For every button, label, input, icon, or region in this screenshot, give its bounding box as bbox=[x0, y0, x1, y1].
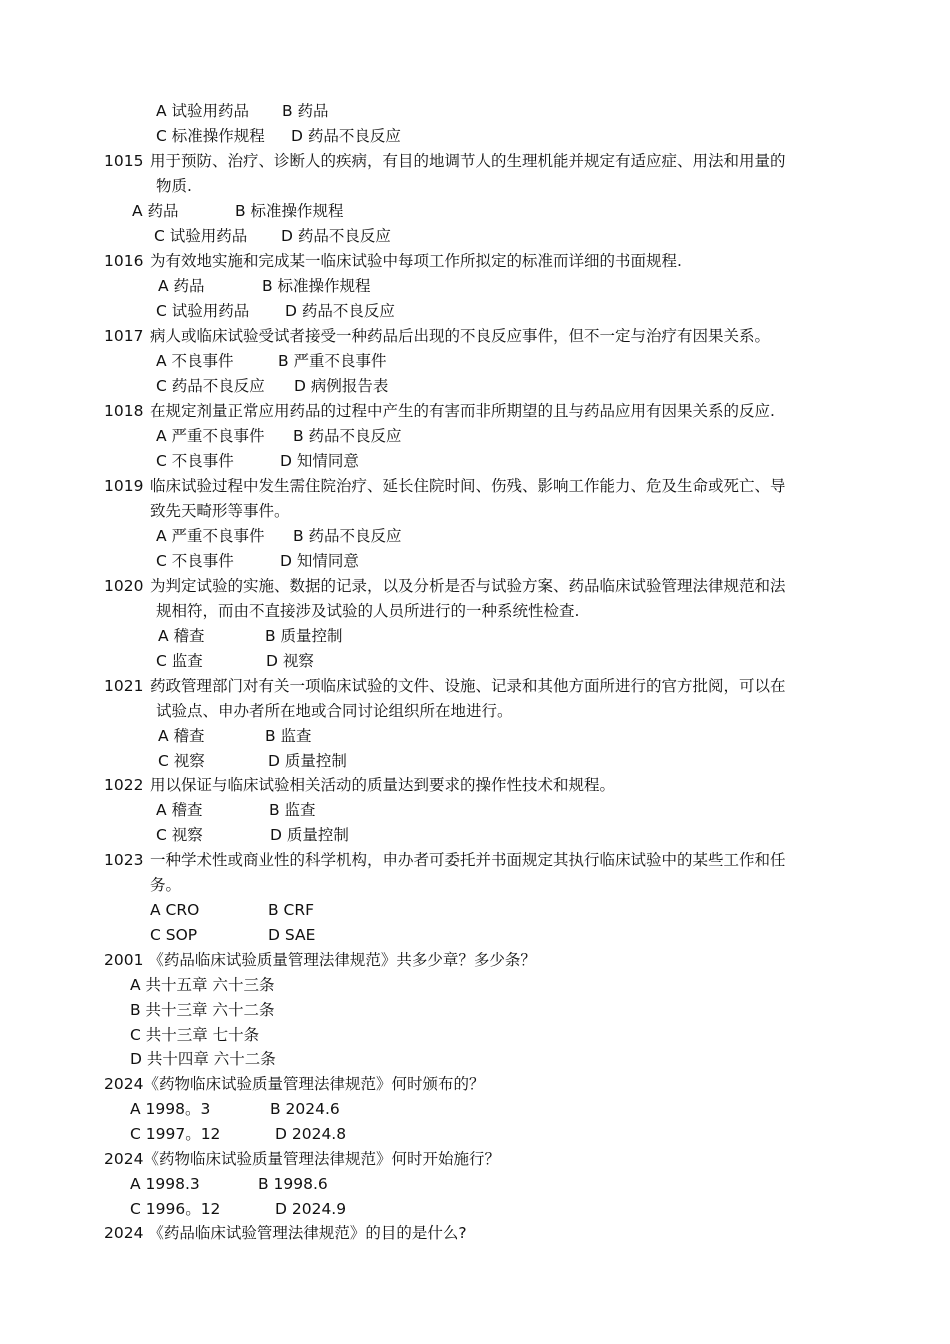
question-number: 1022 bbox=[104, 776, 144, 794]
option-line: A 1998。3 B 2024.6 bbox=[130, 1100, 340, 1118]
question-text: 药政管理部门对有关一项临床试验的文件、设施、记录和其他方面所进行的官方批阅，可以在 bbox=[150, 677, 786, 695]
option-line: A 试验用药品 B 药品 bbox=[156, 102, 329, 120]
option-line: C 监查 D 视察 bbox=[156, 652, 314, 670]
option-line: A 药品 B 标准操作规程 bbox=[158, 277, 371, 295]
option-line: A 稽查 B 监查 bbox=[156, 801, 316, 819]
question-number: 1018 bbox=[104, 402, 144, 420]
option-line: C 试验用药品 D 药品不良反应 bbox=[154, 227, 391, 245]
question-full-line: 2024《药物临床试验质量管理法律规范》何时颁布的？ bbox=[104, 1075, 485, 1093]
option-line: A 稽查 B 监查 bbox=[158, 727, 312, 745]
option-line: C 1997。12 D 2024.8 bbox=[130, 1125, 347, 1143]
option-line: A 共十五章 六十三条 bbox=[130, 976, 275, 994]
question-text-cont: 务。 bbox=[150, 876, 182, 894]
option-line: C 共十三章 七十条 bbox=[130, 1026, 260, 1044]
question-number: 1020 bbox=[104, 577, 144, 595]
question-number: 1016 bbox=[104, 252, 144, 270]
question-full-line: 2024 《药品临床试验管理法律规范》的目的是什么? bbox=[104, 1224, 467, 1242]
question-text: 病人或临床试验受试者接受一种药品后出现的不良反应事件，但不一定与治疗有因果关系。 bbox=[150, 327, 771, 345]
question-text: 在规定剂量正常应用药品的过程中产生的有害而非所期望的且与药品应用有因果关系的反应. bbox=[150, 402, 775, 420]
question-number: 1015 bbox=[104, 152, 144, 170]
question-text: 用于预防、治疗、诊断人的疾病，有目的地调节人的生理机能并规定有适应症、用法和用量的 bbox=[150, 152, 786, 170]
option-line: A 严重不良事件 B 药品不良反应 bbox=[156, 427, 402, 445]
question-full-line: 2024《药物临床试验质量管理法律规范》何时开始施行？ bbox=[104, 1150, 500, 1168]
option-line: B 共十三章 六十二条 bbox=[130, 1001, 275, 1019]
option-line: C SOP D SAE bbox=[150, 926, 316, 944]
option-line: C 不良事件 D 知情同意 bbox=[156, 452, 359, 470]
option-line: A 稽查 B 质量控制 bbox=[158, 627, 343, 645]
option-line: A 不良事件 B 严重不良事件 bbox=[156, 352, 387, 370]
question-text: 用以保证与临床试验相关活动的质量达到要求的操作性技术和规程。 bbox=[150, 776, 616, 794]
option-line: A CRO B CRF bbox=[150, 901, 315, 919]
question-text-cont: 试验点、申办者所在地或合同讨论组织所在地进行。 bbox=[156, 702, 513, 720]
question-text-cont: 致先天畸形等事件。 bbox=[150, 502, 290, 520]
question-number: 1017 bbox=[104, 327, 144, 345]
option-line: C 不良事件 D 知情同意 bbox=[156, 552, 359, 570]
option-line: C 试验用药品 D 药品不良反应 bbox=[156, 302, 395, 320]
question-text-cont: 规相符，而由不直接涉及试验的人员所进行的一种系统性检查. bbox=[156, 602, 580, 620]
option-line: C 视察 D 质量控制 bbox=[158, 752, 347, 770]
option-line: C 1996。12 D 2024.9 bbox=[130, 1200, 347, 1218]
question-text-cont: 物质. bbox=[156, 177, 192, 195]
question-text: 一种学术性或商业性的科学机构，申办者可委托并书面规定其执行临床试验中的某些工作和任 bbox=[150, 851, 786, 869]
option-line: A 1998.3 B 1998.6 bbox=[130, 1175, 328, 1193]
option-line: C 标准操作规程 D 药品不良反应 bbox=[156, 127, 401, 145]
option-line: D 共十四章 六十二条 bbox=[130, 1050, 276, 1068]
question-text: 临床试验过程中发生需住院治疗、延长住院时间、伤残、影响工作能力、危及生命或死亡、导 bbox=[150, 477, 786, 495]
option-line: A 严重不良事件 B 药品不良反应 bbox=[156, 527, 402, 545]
question-text: 为判定试验的实施、数据的记录，以及分析是否与试验方案、药品临床试验管理法律规范和法 bbox=[150, 577, 786, 595]
question-number: 1023 bbox=[104, 851, 144, 869]
question-number: 1019 bbox=[104, 477, 144, 495]
option-line: A 药品 B 标准操作规程 bbox=[132, 202, 344, 220]
question-number: 1021 bbox=[104, 677, 144, 695]
option-line: C 视察 D 质量控制 bbox=[156, 826, 349, 844]
question-full-line: 2001 《药品临床试验质量管理法律规范》共多少章？多少条？ bbox=[104, 951, 536, 969]
option-line: C 药品不良反应 D 病例报告表 bbox=[156, 377, 389, 395]
question-text: 为有效地实施和完成某一临床试验中每项工作所拟定的标准而详细的书面规程. bbox=[150, 252, 682, 270]
